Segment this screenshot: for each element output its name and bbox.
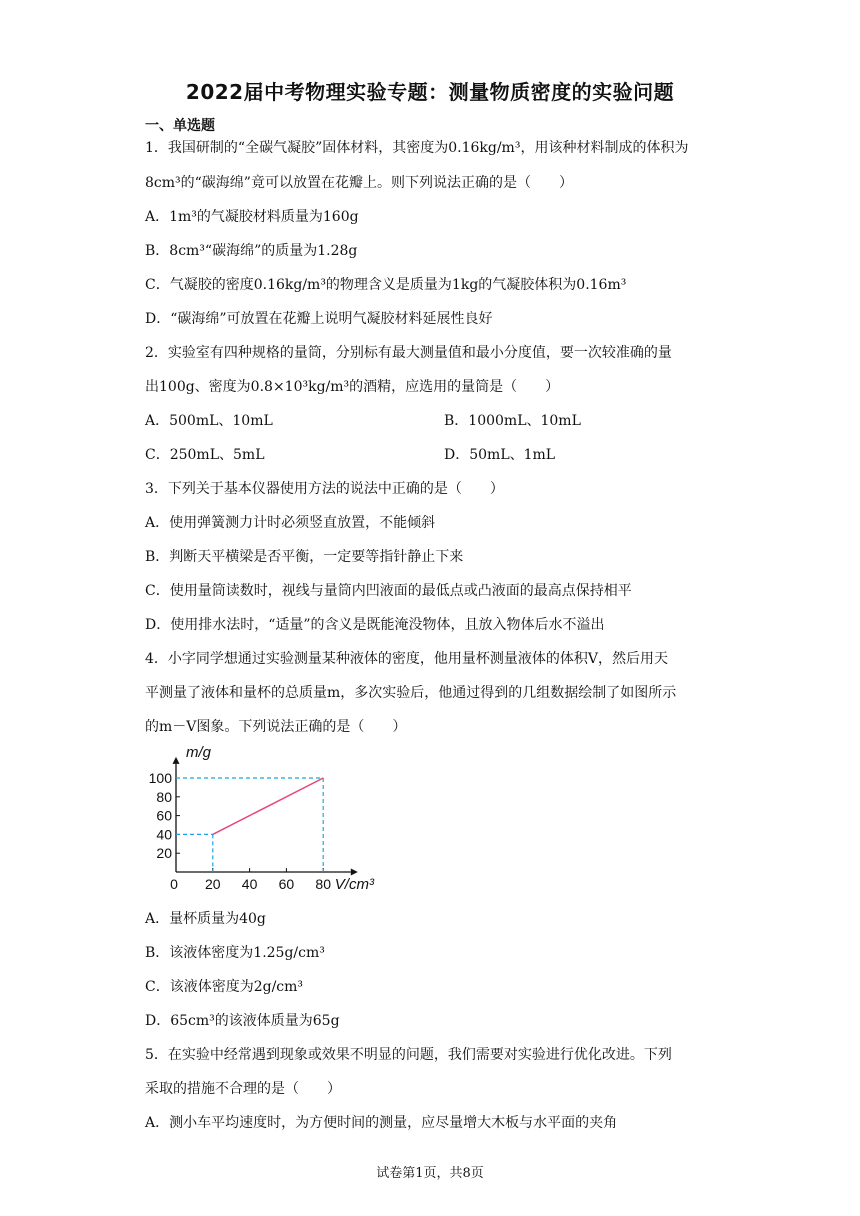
question-5-stem-line-1: 5．在实验中经常遇到现象或效果不明显的问题，我们需要对实验进行优化改进。下列	[145, 1047, 672, 1063]
section-heading: 一、单选题	[145, 118, 215, 134]
x-axis-arrow	[351, 869, 358, 876]
question-2-stem-line-2: 出100g、密度为0.8×10³kg/m³的酒精，应选用的量筒是（ ）	[145, 379, 560, 395]
question-3-option-a: A．使用弹簧测力计时必须竖直放置，不能倾斜	[145, 515, 436, 531]
series-line	[213, 778, 323, 834]
question-2-stem-line-1: 2．实验室有四种规格的量筒，分别标有最大测量值和最小分度值，要一次较准确的量	[145, 345, 672, 361]
x-axis-label: V/cm³	[334, 876, 374, 893]
question-1-option-b: B．8cm³“碳海绵”的质量为1.28g	[145, 243, 358, 259]
y-tick-label: 20	[156, 845, 172, 862]
question-4-stem-line-3: 的m－V图象。下列说法正确的是（ ）	[145, 719, 407, 735]
question-4-stem-line-2: 平测量了液体和量杯的总质量m，多次实验后，他通过得到的几组数据绘制了如图所示	[145, 685, 677, 701]
page-footer: 试卷第1页，共8页	[376, 1166, 484, 1181]
question-1-stem-line-1: 1．我国研制的“全碳气凝胶”固体材料，其密度为0.16kg/m³，用该种材料制成的体积为	[145, 140, 689, 156]
m-v-graph	[140, 742, 410, 894]
page-title: 2022届中考物理实验专题：测量物质密度的实验问题	[185, 80, 675, 104]
x-tick-label: 20	[205, 876, 221, 892]
question-2-option-a: A．500mL、10mL	[145, 413, 273, 429]
y-axis-arrow	[173, 757, 180, 764]
y-tick-label: 80	[156, 788, 172, 805]
question-1-option-c: C．气凝胶的密度0.16kg/m³的物理含义是质量为1kg的气凝胶体积为0.16m³	[145, 277, 627, 293]
y-axis-label: m/g	[186, 744, 212, 761]
question-3-option-c: C．使用量筒读数时，视线与量筒内凹液面的最低点或凸液面的最高点保持相平	[145, 583, 632, 599]
question-4-option-c: C．该液体密度为2g/cm³	[145, 979, 304, 995]
y-tick-label: 40	[156, 826, 172, 843]
question-4-stem-line-1: 4．小字同学想通过实验测量某种液体的密度，他用量杯测量液体的体积V，然后用天	[145, 651, 669, 667]
question-1-stem-line-2: 8cm³的“碳海绵”竟可以放置在花瓣上。则下列说法正确的是（ ）	[145, 175, 573, 191]
question-1-option-d: D．“碳海绵”可放置在花瓣上说明气凝胶材料延展性良好	[145, 311, 493, 327]
x-tick-label: 0	[170, 876, 178, 892]
question-2-option-d: D．50mL、1mL	[444, 447, 556, 463]
question-5-option-a: A．测小车平均速度时，为方便时间的测量，应尽量增大木板与水平面的夹角	[145, 1115, 618, 1131]
y-tick-label: 100	[148, 770, 172, 786]
question-4-option-a: A．量杯质量为40g	[145, 911, 266, 927]
y-tick-label: 60	[156, 807, 172, 824]
x-tick-label: 80	[315, 876, 331, 892]
question-3-option-d: D．使用排水法时，“适量”的含义是既能淹没物体，且放入物体后水不溢出	[145, 617, 605, 633]
question-5-stem-line-2: 采取的措施不合理的是（ ）	[145, 1081, 341, 1097]
question-3-option-b: B．判断天平横梁是否平衡，一定要等指针静止下来	[145, 549, 464, 565]
question-2-option-b: B．1000mL、10mL	[444, 413, 581, 429]
x-tick-label: 40	[241, 876, 258, 892]
question-2-option-c: C．250mL、5mL	[145, 447, 265, 463]
question-4-option-b: B．该液体密度为1.25g/cm³	[145, 945, 325, 961]
question-1-option-a: A．1m³的气凝胶材料质量为160g	[145, 209, 359, 225]
question-3-stem: 3．下列关于基本仪器使用方法的说法中正确的是（ ）	[145, 481, 504, 497]
question-4-option-d: D．65cm³的该液体质量为65g	[145, 1013, 340, 1029]
x-tick-label: 60	[278, 876, 295, 892]
